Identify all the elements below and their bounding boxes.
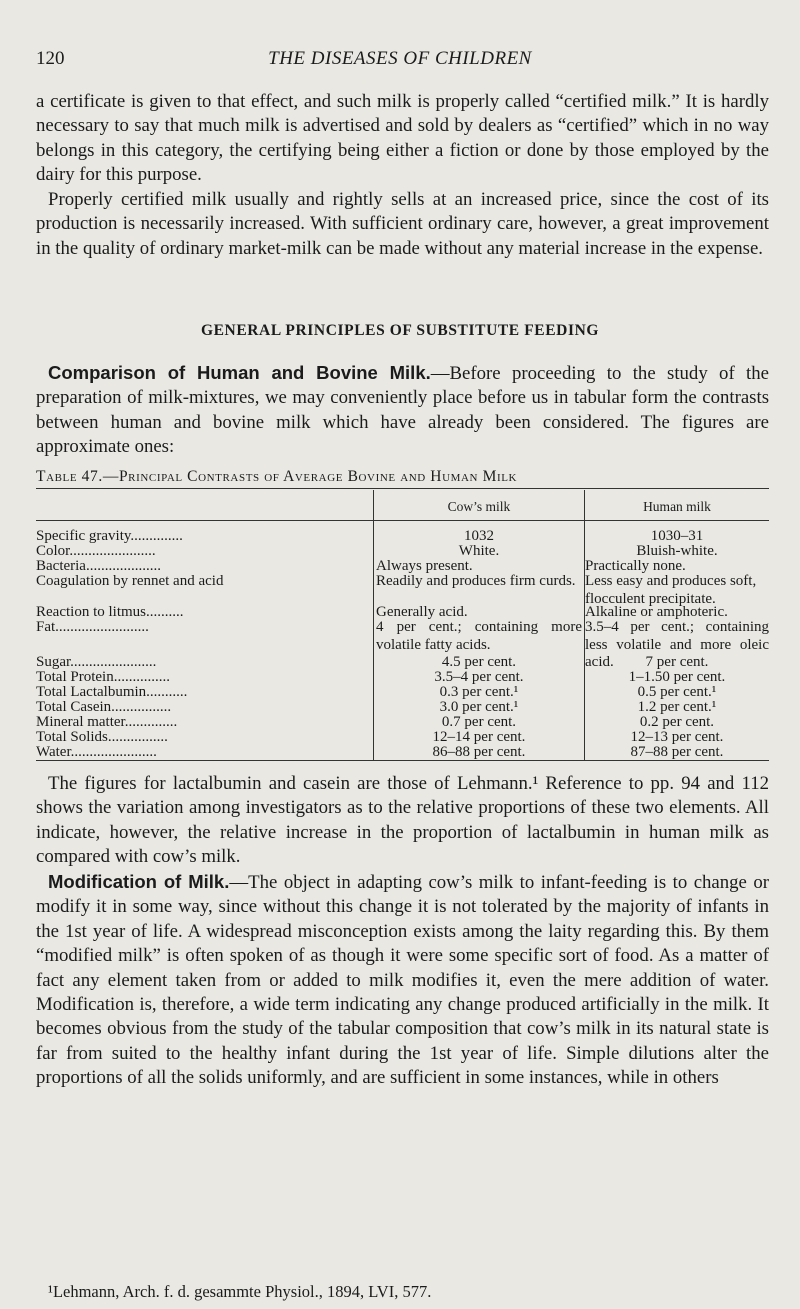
- cow-value-11: 12–14 per cent.: [432, 729, 526, 745]
- human-value-0: 1030–31: [650, 528, 704, 544]
- paragraph-5-text: —The object in adapting cow’s milk to infant-feeding is to change or modify it in some way, since without this change it is not tolerated by the majority of infants in the 1st year of life. A widespread misconception exists among the laity regarding this. By them “modified milk” is often spoken of as though it were some specific sort of food. As a matter of fact any element taken from or added to milk modifies it, even the mere addition of water. Modification is, therefore, a wide term indicating any change produced artificially in the milk. It becomes obvious from the study of the tabular composition that cow’s milk in its natural state is far from suited to the healthy infant during the 1st year of life. Simple dilutions alter the proportions of all the solids uniformly, and are sufficient in some instances, while in others: [36, 872, 770, 1089]
- human-value-1: Bluish-white.: [636, 543, 718, 559]
- paragraph-1: a certificate is given to that effect, and such milk is properly called “certified milk.” It is hardly necessary to say that much milk is advertised and sold by dealers as “certified” which in no way belongs in this category, the certifying being either a fiction or done by those employed by the dairy for this purpose.: [36, 91, 769, 186]
- human-value-7: 1–1.50 per cent.: [628, 669, 726, 685]
- row-label-3: Coagulation by rennet and acid: [36, 573, 224, 589]
- section-heading: GENERAL PRINCIPLES OF SUBSTITUTE FEEDING: [200, 322, 600, 339]
- table-top-rule: [36, 488, 769, 489]
- paragraph-3-text: —Before proceeding to the study of the preparation of milk-mixtures, we may conveniently place before us in tabular form the contrasts between human and bovine milk which have already been considered. The figures are approximate ones:: [36, 363, 769, 458]
- row-label-0: Specific gravity..............: [36, 528, 183, 544]
- cow-value-10: 0.7 per cent.: [441, 714, 517, 730]
- paragraph-4: The figures for lactalbumin and casein are those of Lehmann.¹ Reference to pp. 94 and 112 shows the variation among investigators as to the relative proportions of these two elements. All indicate, however, the relative increase in the proportion of lactalbumin in human milk as compared with cow’s milk.: [36, 773, 769, 868]
- human-value-9: 1.2 per cent.¹: [637, 699, 717, 715]
- row-label-6: Sugar.......................: [36, 654, 157, 670]
- row-label-10: Mineral matter..............: [36, 714, 178, 730]
- table-number: Table 47.: [36, 468, 103, 485]
- human-value-3: Less easy and produces soft, flocculent precipitate.: [585, 573, 757, 607]
- human-value-8: 0.5 per cent.¹: [637, 684, 717, 700]
- row-label-2: Bacteria....................: [36, 558, 161, 574]
- cow-value-5: 4 per cent.; containing more volatile fatty acids.: [376, 619, 582, 653]
- human-value-11: 12–13 per cent.: [630, 729, 724, 745]
- row-label-5: Fat.........................: [36, 619, 149, 635]
- human-value-4: Alkaline or amphoteric.: [585, 604, 728, 620]
- cow-value-2: Always present.: [376, 558, 473, 574]
- row-label-12: Water.......................: [36, 744, 157, 760]
- paragraph-5: [36, 870, 769, 1091]
- footnote: ¹Lehmann, Arch. f. d. gesammte Physiol., 1894, LVI, 577.: [48, 1282, 432, 1301]
- table-caption: [36, 468, 769, 486]
- row-label-8: Total Lactalbumin...........: [36, 684, 188, 700]
- human-value-6: 7 per cent.: [645, 654, 709, 670]
- cow-value-0: 1032: [464, 528, 494, 544]
- human-value-12: 87–88 per cent.: [630, 744, 724, 760]
- human-value-2: Practically none.: [585, 558, 686, 574]
- cow-value-9: 3.0 per cent.¹: [439, 699, 519, 715]
- running-title: THE DISEASES OF CHILDREN: [268, 48, 532, 69]
- human-value-5: 3.5–4 per cent.; containing less volatile and more oleic acid.: [585, 619, 769, 670]
- subheading-comparison: Comparison of Human and Bovine Milk.: [48, 362, 431, 383]
- cow-value-12: 86–88 per cent.: [432, 744, 526, 760]
- cow-value-3: Readily and produces firm curds.: [376, 573, 576, 589]
- cow-value-6: 4.5 per cent.: [441, 654, 517, 670]
- subheading-modification: Modification of Milk.: [48, 871, 230, 892]
- page-header: [0, 48, 800, 78]
- table-header-rule: [36, 520, 769, 521]
- cow-value-4: Generally acid.: [376, 604, 468, 620]
- cow-value-1: White.: [458, 543, 500, 559]
- cow-value-7: 3.5–4 per cent.: [434, 669, 524, 685]
- row-label-4: Reaction to litmus..........: [36, 604, 184, 620]
- page-number: 120: [36, 48, 65, 69]
- header-cows-milk: Cow’s milk: [447, 499, 511, 514]
- human-value-10: 0.2 per cent.: [639, 714, 715, 730]
- row-label-11: Total Solids................: [36, 729, 168, 745]
- table-title: —Principal Contrasts of Average Bovine and Human Milk: [102, 468, 518, 485]
- cow-value-8: 0.3 per cent.¹: [439, 684, 519, 700]
- paragraph-3: [36, 361, 769, 460]
- header-human-milk: Human milk: [643, 499, 711, 514]
- row-label-1: Color.......................: [36, 543, 156, 559]
- table-divider-1: [373, 490, 374, 760]
- paragraph-2: Properly certified milk usually and rightly sells at an increased price, since the cost of its production is necessarily increased. With sufficient ordinary care, however, a great improvement in the quality of ordinary market-milk can be made without any material increase in the expense.: [36, 189, 769, 259]
- row-label-9: Total Casein................: [36, 699, 172, 715]
- row-label-7: Total Protein...............: [36, 669, 170, 685]
